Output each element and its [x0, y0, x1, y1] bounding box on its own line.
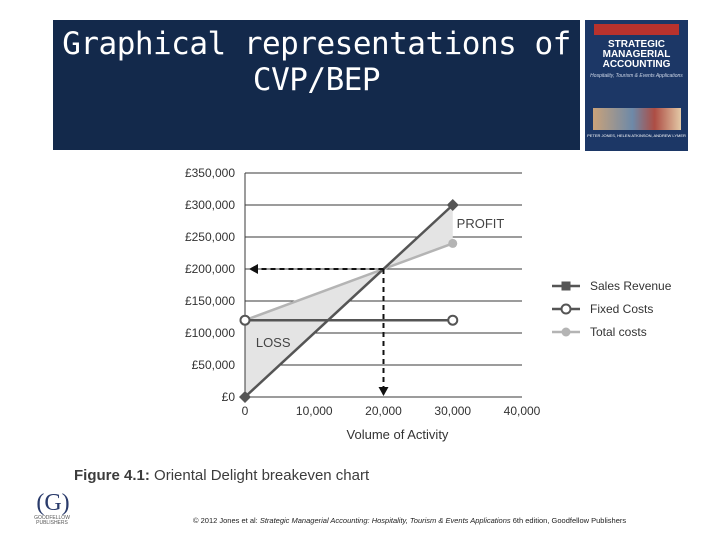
fixed-costs-point	[448, 316, 457, 325]
copyright-suffix: 6th edition, Goodfellow Publishers	[510, 516, 627, 525]
y-tick-label: £150,000	[184, 294, 235, 308]
publisher-logo-name-line-1: GOODFELLOW	[34, 515, 70, 521]
x-tick-label: 30,000	[434, 404, 472, 418]
legend-item-sales-revenue	[552, 279, 672, 293]
legend-label: Total costs	[590, 325, 647, 339]
x-tick-label: 0	[241, 404, 249, 418]
y-tick-label: £350,000	[184, 166, 235, 180]
x-axis-label: Volume of Activity	[346, 427, 449, 442]
total-costs-point	[448, 239, 457, 248]
figure-caption-text: Oriental Delight breakeven chart	[149, 467, 370, 484]
y-tick-label: £300,000	[184, 198, 235, 212]
loss-label: LOSS	[255, 335, 291, 351]
copyright-footer	[193, 516, 626, 525]
book-cover-subtitle: Hospitality, Tourism & Events Applications	[590, 73, 683, 79]
publisher-logo-name-line-2: PUBLISHERS	[36, 520, 68, 526]
figure-caption-label: Figure 4.1:	[74, 467, 150, 484]
x-tick-label: 20,000	[365, 404, 402, 418]
x-tick-label: 40,000	[503, 404, 541, 418]
legend-item-total-costs	[552, 325, 647, 339]
book-cover-title-line-3: ACCOUNTING	[602, 59, 671, 70]
publisher-logo-name	[22, 516, 82, 526]
legend-item-fixed-costs	[552, 302, 653, 316]
slide-title-line-1: Graphical representations of	[62, 26, 571, 62]
book-cover-title-line-1: STRATEGIC	[607, 39, 666, 50]
copyright-prefix: © 2012 Jones et al:	[193, 516, 260, 525]
legend-label: Fixed Costs	[590, 302, 654, 316]
logo-mark: (G)	[36, 490, 70, 516]
breakeven-revenue-arrow	[249, 264, 258, 274]
legend-label: Sales Revenue	[590, 279, 672, 293]
legend-marker	[562, 305, 571, 314]
x-tick-label: 10,000	[295, 404, 333, 418]
y-tick-label: £50,000	[191, 358, 235, 372]
legend-marker	[562, 282, 571, 291]
legend-marker	[562, 328, 571, 337]
y-tick-label: £250,000	[184, 230, 235, 244]
chart-legend	[552, 279, 672, 339]
chart-tick-labels	[185, 166, 541, 442]
y-tick-label: £100,000	[184, 326, 235, 340]
y-tick-label: £200,000	[184, 262, 235, 276]
slide-title-line-2: CVP/BEP	[252, 62, 381, 98]
breakeven-volume-arrow	[379, 387, 389, 396]
fixed-costs-point	[241, 316, 250, 325]
book-cover-title-line-2: MANAGERIAL	[602, 49, 671, 60]
copyright-book-title: Strategic Managerial Accounting: Hospitality, Tourism & Events Applications	[259, 516, 511, 525]
book-cover-authors: PETER JONES, HELEN ATKINSON, ANDREW LYMER	[587, 133, 686, 138]
figure-caption	[74, 467, 369, 484]
total-costs-line	[245, 243, 453, 320]
profit-label: PROFIT	[456, 216, 505, 232]
y-tick-label: £0	[221, 390, 235, 404]
